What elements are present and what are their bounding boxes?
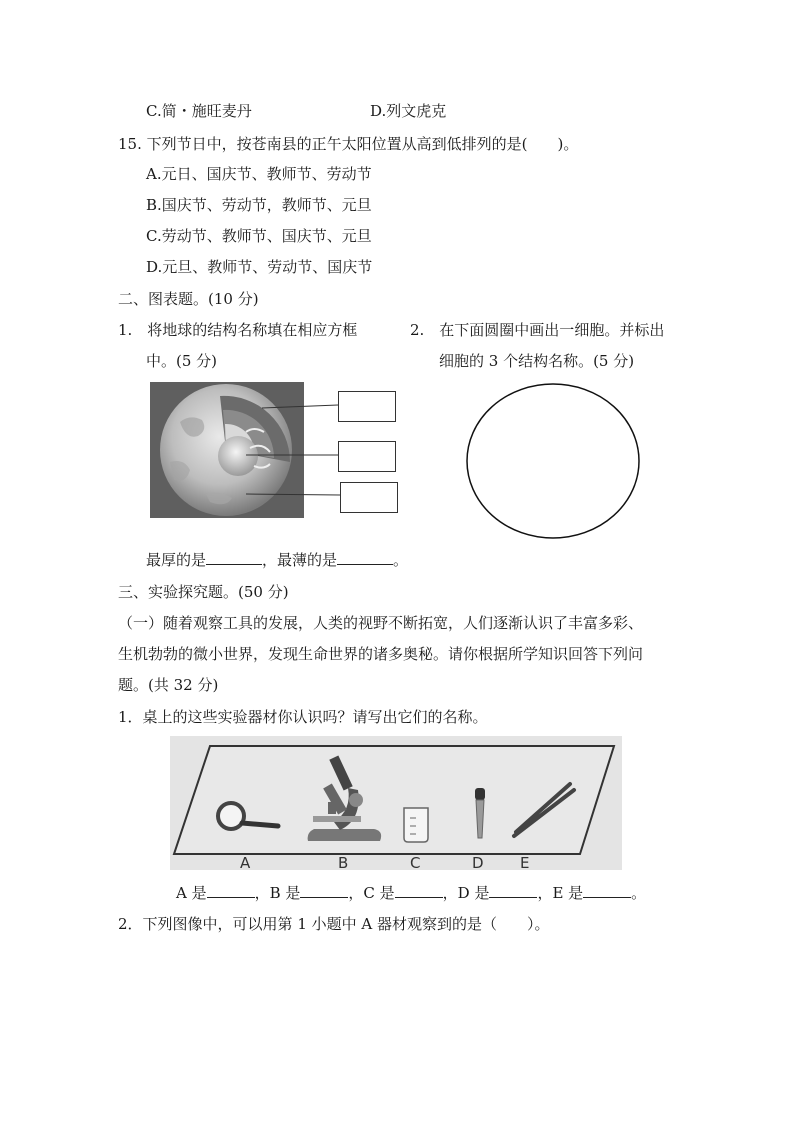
s2-q2-line2: 细胞的 3 个结构名称。(5 分) xyxy=(439,352,635,370)
s3-q2: 2．下列图像中，可以用第 1 小题中 A 器材观察到的是（ ）。 xyxy=(118,915,550,933)
section3-title: 三、实验探究题。(50 分) xyxy=(118,583,289,601)
thinnest-label: ，最薄的是 xyxy=(262,551,338,569)
beaker-icon xyxy=(404,808,428,842)
answer-b-blank[interactable] xyxy=(300,883,348,898)
thickness-answer-line xyxy=(146,550,408,570)
answer-a-label: A 是 xyxy=(176,884,207,902)
tool-letter-b: B xyxy=(338,854,349,870)
answer-a-blank[interactable] xyxy=(207,883,255,898)
earth-label-box-mantle[interactable] xyxy=(338,441,396,472)
thickest-label: 最厚的是 xyxy=(146,551,207,569)
answer-c-label: ，C 是 xyxy=(348,884,395,902)
tool-letter-c: C xyxy=(410,854,421,870)
s3-intro-line3: 题。(共 32 分) xyxy=(118,676,219,694)
tool-letter-d: D xyxy=(472,854,484,870)
s2-q2-line1: 2. 在下面圆圈中画出一细胞。并标出 xyxy=(410,321,665,339)
tool-letter-e: E xyxy=(520,854,530,870)
q14-option-c: C.简・施旺麦丹 xyxy=(146,102,252,120)
cell-drawing-circle[interactable] xyxy=(464,381,642,541)
earth-label-box-crust[interactable] xyxy=(338,391,396,422)
equipment-answer-line xyxy=(176,883,646,903)
answer-b-label: ，B 是 xyxy=(254,884,301,902)
section2-title: 二、图表题。(10 分) xyxy=(118,290,259,308)
s3-q1: 1．桌上的这些实验器材你认识吗？请写出它们的名称。 xyxy=(118,708,488,726)
answer-d-label: ，D 是 xyxy=(442,884,490,902)
q15-option-d: D.元旦、教师节、劳动节、国庆节 xyxy=(146,258,373,276)
q15-stem: 15. 下列节日中，按苍南县的正午太阳位置从高到低排列的是( )。 xyxy=(118,135,579,153)
q15-option-a: A.元日、国庆节、教师节、劳动节 xyxy=(146,165,372,183)
earth-label-box-core[interactable] xyxy=(340,482,398,513)
tool-letter-a: A xyxy=(240,854,251,870)
q14-option-d: D.列文虎克 xyxy=(370,102,447,120)
answer-d-blank[interactable] xyxy=(489,883,537,898)
q15-option-c: C.劳动节、教师节、国庆节、元旦 xyxy=(146,227,372,245)
thickest-blank[interactable] xyxy=(206,550,262,565)
s3-intro-line2: 生机勃勃的微小世界，发现生命世界的诸多奥秘。请你根据所学知识回答下列问 xyxy=(118,645,644,663)
answer-e-blank[interactable] xyxy=(583,883,631,898)
lab-equipment-figure xyxy=(170,736,622,870)
answers-end: 。 xyxy=(631,884,647,902)
lab-equipment-image xyxy=(170,736,622,870)
s3-intro-line1: （一）随着观察工具的发展，人类的视野不断拓宽，人们逐渐认识了丰富多彩、 xyxy=(118,614,644,632)
s2-q1-line2: 中。(5 分) xyxy=(146,352,218,370)
s2-q1-line1: 1. 将地球的结构名称填在相应方框 xyxy=(118,321,358,339)
answer-e-label: ，E 是 xyxy=(537,884,584,902)
answer-c-blank[interactable] xyxy=(395,883,443,898)
thickness-end: 。 xyxy=(393,551,409,569)
thinnest-blank[interactable] xyxy=(337,550,393,565)
q15-option-b: B.国庆节、劳动节，教师节、元旦 xyxy=(146,196,372,214)
